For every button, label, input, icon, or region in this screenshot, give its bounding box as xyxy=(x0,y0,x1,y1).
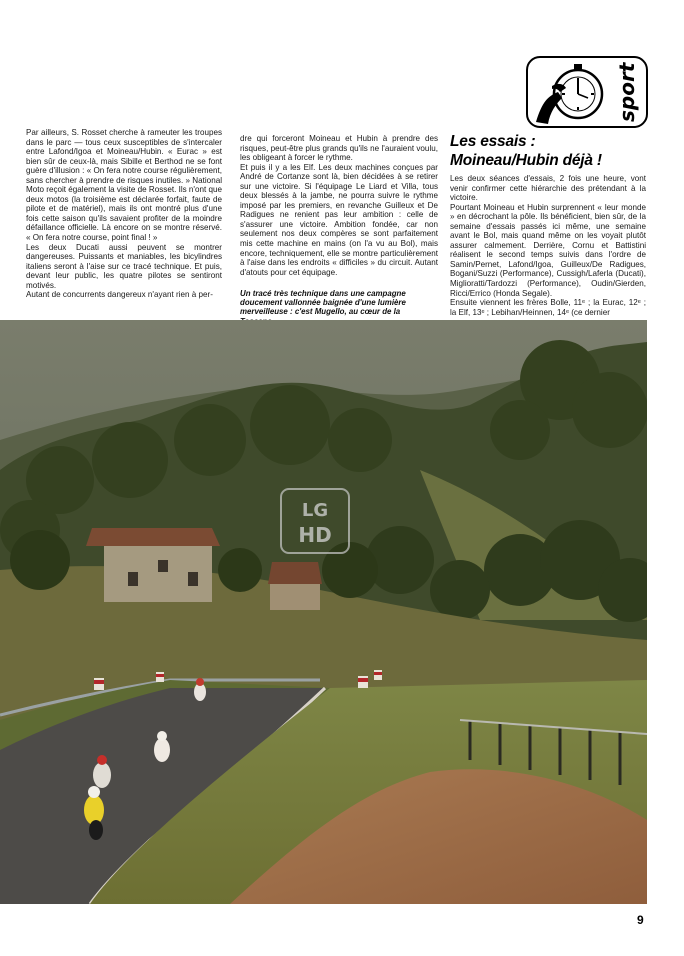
article-column-3 xyxy=(450,174,646,317)
watermark-top: LG xyxy=(301,500,329,521)
sport-logo xyxy=(526,56,648,128)
heading-line-2: Moineau/Hubin déjà ! xyxy=(450,152,602,169)
page-number: 9 xyxy=(637,913,644,927)
article-column-2 xyxy=(240,134,438,277)
section-heading xyxy=(450,132,650,170)
photo-caption: Un tracé très technique dans une campagne doucement vallonnée baignée d'une lumière merveilleuse : c'est Mugello, au cœur de la xyxy=(240,289,406,317)
paragraph: Autant de concurrents dangereux n'ayant rien à per- xyxy=(26,290,213,300)
paragraph: Et puis il y a les Elf. Les deux machines conçues par André de Cortanze sont là, bien décidées à se retirer sur une victoire. Si l'équipage Le Liard et Villa, tous deux blessés à la jambe, ne pourra suivre le rythme imposé par les premiers, en revanche Guilleux et De Radigues ne renient pas leur ambition : celle de s'assurer une victoire. Ambition fondée, car non seulement nos deux compères se sont parfaitement mis cette machine en mains (on l'a vu au Bol), mais encore, techniquement, elle se montre particulièrement à l'aise dans les endroits « difficiles » du circuit. Autant d'atouts pour cet équipage. xyxy=(240,162,438,277)
paragraph: Les deux Ducati aussi peuvent se montrer dangereuses. Puissants et maniables, les bicylindres italiens seront à l'aise sur ce tracé technique. Et puis, devant leur public, les quatre pilotes se sentiront motivés. xyxy=(26,242,222,290)
paragraph: Par ailleurs, S. Rosset cherche à rameuter les troupes dans le parc — tous ceux susceptibles de s'intercaler entre Lafond/Igoa et Moineau/Hubin. « Eurac » est bien sûr de ceux-là, mais Sibille et Berthod ne se font guère d'illusion : « On fera notre course régulièrement, sans chercher à prendre de risques inutiles. » National Moto reçoit également la visite de Rosset. Ils n'ont que deux motos (la troisième est déclarée forfait, faute de pilote et de matériel), mais ils ont montré plus d'une fois cette saison qu'ils savaient profiter de la moindre défaillance officielle. Là encore on se montre réservé. « On fera notre course, point final ! » xyxy=(26,128,222,243)
paragraph: Ensuite viennent les frères Bolle, 11ᵉ ; la Eurac, 12ᵉ ; la Elf, 13ᵉ ; Lebihan/Heinnen, 14ᵉ (ce dernier xyxy=(450,298,646,317)
logo-word: sport xyxy=(615,62,639,122)
watermark-bottom: HD xyxy=(298,523,332,547)
mugello-landscape xyxy=(0,320,647,904)
heading-line-1: Les essais : xyxy=(450,133,536,150)
article-column-1 xyxy=(26,128,222,300)
paragraph: Pourtant Moineau et Hubin surprennent « leur monde » en décrochant la pôle. Ils bénéficient, bien sûr, de la semaine d'essais passés ici même, une semaine avant le Bol, mais quand même on les voyait plutôt assurer calmement. Derrière, Cornu et Battistini réalisent le second temps suivis dans l'ordre de Samin/Pernet, Lafond/Igoa, Guilleux/De Radigues, Bogani/Suzzi (Performance), Cussigh/Laferla (Ducati), Miglioratti/Tardozzi (Performance), Oudin/Gierden, Ricci/Errico (Honda Segale). xyxy=(450,202,646,298)
paragraph: dre qui forceront Moineau et Hubin à prendre des risques, peut-être plus grands qu'ils ne l'auraient voulu, les obligeant à forcer le rythme. xyxy=(240,134,438,163)
race-photo xyxy=(0,320,647,904)
watermark-logo xyxy=(280,488,350,554)
paragraph: Les deux séances d'essais, 2 fois une heure, vont venir confirmer cette hiérarchie des prétendant à la victoire. xyxy=(450,174,646,203)
